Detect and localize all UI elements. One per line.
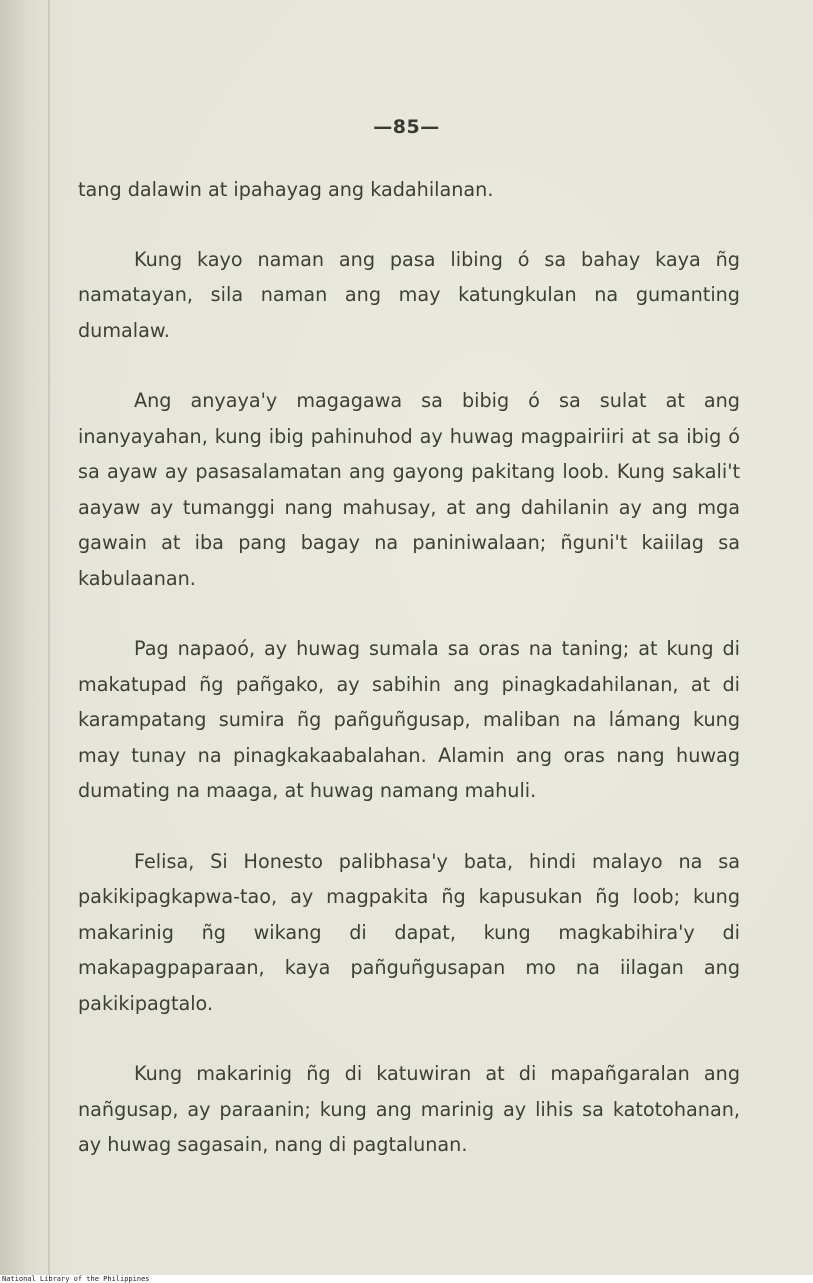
body-text — [78, 172, 740, 1198]
paragraph-continuation: tang dalawin at ipahayag ang kadahilanan. — [78, 178, 494, 201]
paragraph: Ang anyaya'y magagawa sa bibig ó sa sulat at ang inanyayahan, kung ibig pahinuhod ay huwag magpairiiri at sa ibig ó sa ayaw ay pasasalamatan ang gayong pakitang loob. Kung sakali't aayaw ay tumanggi nang mahusay, at ang dahilanin ay ang mga gawain at iba pang bagay na paniniwalaan; ñguni't kaiilag sa kabulaanan. — [78, 389, 740, 590]
library-credit: National Library of the Philippines — [2, 1275, 150, 1283]
paragraph: Kung makarinig ñg di katuwiran at di mapañgaralan ang nañgusap, ay paraanin; kung ang marinig ay lihis sa katotohanan, ay huwag sagasain, nang di pagtalunan. — [78, 1062, 740, 1156]
paragraph: Kung kayo naman ang pasa libing ó sa bahay kaya ñg namatayan, sila naman ang may katungkulan na gumanting dumalaw. — [78, 247, 740, 342]
page-gutter-edge — [48, 0, 50, 1275]
page-number: —85— — [373, 116, 440, 138]
paragraph: Felisa, Si Honesto palibhasa'y bata, hindi malayo na sa pakikipagkapwa-tao, ay magpakita ñg kapusukan ñg loob; kung makarinig ñg wikang di dapat, kung magkabihira'y di makapagpaparaan, kaya pañguñgusapan mo na iilagan ang pakikipagtalo. — [78, 849, 740, 1015]
paragraph: Pag napaoó, ay huwag sumala sa oras na taning; at kung di makatupad ñg pañgako, ay sabihin ang pinagkadahilanan, at di karampatang sumira ñg pañguñgusap, maliban na lámang kung may tunay na pinagkakaabalahan. Alamin ang oras nang huwag dumating na maaga, at huwag namang mahuli. — [78, 637, 740, 802]
